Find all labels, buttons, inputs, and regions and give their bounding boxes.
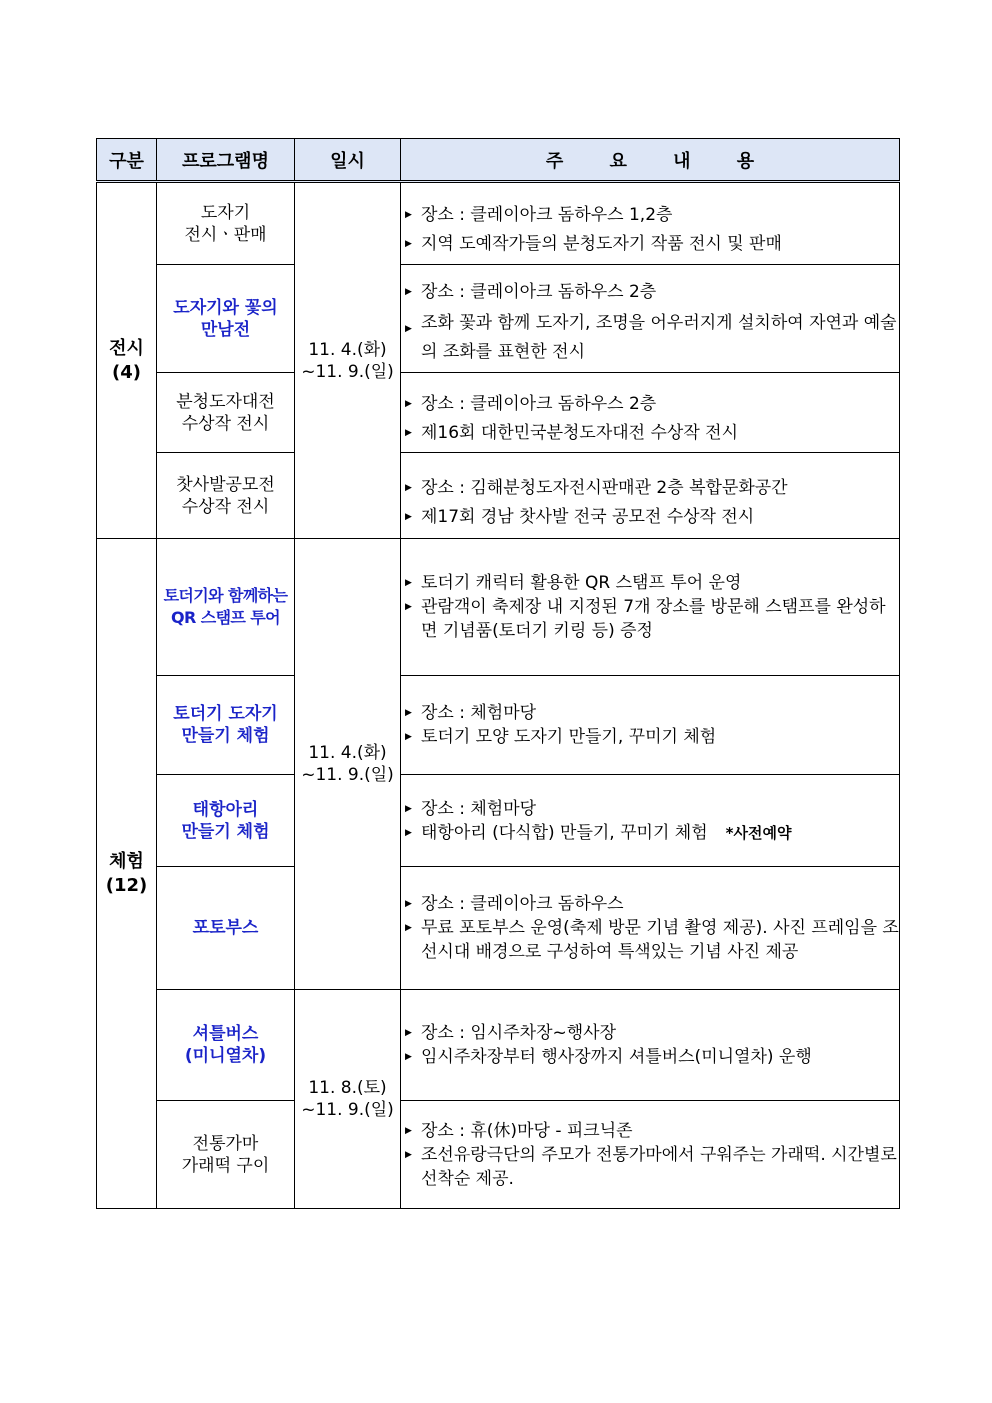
content-bullet: ▶ 제17회 경남 찻사발 전국 공모전 수상작 전시 (405, 507, 755, 527)
triangle-right-icon: ▶ (405, 239, 412, 249)
date-range: 11. 8.(토) ~11. 9.(일) (295, 990, 401, 1209)
triangle-right-icon: ▶ (405, 827, 412, 838)
content-bullet: ▶ 장소 : 체험마당 (405, 703, 537, 723)
triangle-right-icon: ▶ (405, 1028, 412, 1038)
table-row (97, 373, 900, 453)
category-experience: 체험 (12) (97, 539, 157, 1209)
triangle-right-icon: ▶ (405, 512, 412, 522)
table-row (97, 182, 900, 265)
content-bullet: ▶ 장소 : 클레이아크 돔하우스 2층 (405, 393, 657, 414)
triangle-right-icon: ▶ (405, 1125, 412, 1136)
content-bullet: ▶ 태항아리 (다식합) 만들기, 꾸미기 체험 *사전예약 (405, 822, 792, 843)
table-row (97, 1101, 900, 1209)
program-name: 토더기 도자기 만들기 체험 (157, 676, 295, 775)
triangle-right-icon: ▶ (405, 578, 412, 588)
content-bullet: ▶ 장소 : 휴(休)마당 - 피크닉존 (405, 1120, 633, 1141)
header-date: 일시 (295, 139, 401, 182)
program-name: 분청도자대전 수상작 전시 (157, 373, 295, 453)
program-content (401, 775, 900, 867)
table-row (97, 775, 900, 867)
program-content (401, 182, 900, 265)
program-name: 셔틀버스 (미니열차) (157, 990, 295, 1101)
header-content: 주 요 내 용 (401, 139, 900, 182)
program-content (401, 265, 900, 373)
triangle-right-icon: ▶ (405, 1052, 412, 1062)
program-name: 전통가마 가래떡 구이 (157, 1101, 295, 1209)
triangle-right-icon: ▶ (405, 483, 412, 493)
content-bullet: ▶ 장소 : 김해분청도자전시판매관 2층 복합문화공간 (405, 478, 788, 498)
triangle-right-icon: ▶ (405, 732, 412, 742)
content-bullet: ▶ 관람객이 축제장 내 지정된 7개 장소를 방문해 스탬프를 완성하면 기념품(토더기 키링 등) 증정 (405, 597, 886, 641)
content-bullet: ▶ 제16회 대한민국분청도자대전 수상작 전시 (405, 422, 739, 443)
content-bullet: ▶ 장소 : 클레이아크 돔하우스 2층 (405, 282, 657, 302)
program-name: 도자기와 꽃의 만남전 (157, 265, 295, 373)
program-name: 찻사발공모전 수상작 전시 (157, 453, 295, 539)
triangle-right-icon: ▶ (405, 708, 412, 718)
triangle-right-icon: ▶ (405, 602, 412, 612)
program-name: 태항아리 만들기 체험 (157, 775, 295, 867)
table-header-row (97, 139, 900, 182)
date-range: 11. 4.(화) ~11. 9.(일) (295, 182, 401, 539)
program-content (401, 453, 900, 539)
table-row (97, 539, 900, 676)
content-bullet: ▶ 장소 : 클레이아크 돔하우스 1,2층 (405, 205, 673, 225)
category-exhibit: 전시 (4) (97, 182, 157, 539)
content-bullet: ▶ 장소 : 체험마당 (405, 798, 537, 819)
program-content (401, 867, 900, 990)
table-row (97, 990, 900, 1101)
table-row (97, 265, 900, 373)
content-bullet: ▶ 토더기 캐릭터 활용한 QR 스탬프 투어 운영 (405, 573, 742, 593)
triangle-right-icon: ▶ (405, 899, 412, 909)
program-name: 도자기 전시ㆍ판매 (157, 182, 295, 265)
program-name: 토더기와 함께하는 QR 스탬프 투어 (157, 539, 295, 676)
content-bullet: ▶ 조화 꽃과 함께 도자기, 조명을 어우러지게 설치하여 자연과 예술의 조화를 표현한 전시 (405, 313, 897, 362)
content-bullet: ▶ 토더기 모양 도자기 만들기, 꾸미기 체험 (405, 727, 717, 747)
content-bullet: ▶ 조선유랑극단의 주모가 전통가마에서 구워주는 가래떡. 시간별로 선착순 제공. (405, 1144, 897, 1189)
program-content (401, 676, 900, 775)
table-row (97, 453, 900, 539)
program-name: 포토부스 (157, 867, 295, 990)
triangle-right-icon: ▶ (405, 923, 412, 933)
header-category: 구분 (97, 139, 157, 182)
triangle-right-icon: ▶ (405, 287, 412, 297)
date-range: 11. 4.(화) ~11. 9.(일) (295, 539, 401, 990)
content-bullet: ▶ 무료 포토부스 운영(축제 방문 기념 촬영 제공). 사진 프레임을 조선시대 배경으로 구성하여 특색있는 기념 사진 제공 (405, 918, 899, 962)
table-row (97, 867, 900, 990)
header-program: 프로그램명 (157, 139, 295, 182)
triangle-right-icon: ▶ (405, 324, 412, 334)
triangle-right-icon: ▶ (405, 210, 412, 220)
content-bullet: ▶ 임시주차장부터 행사장까지 셔틀버스(미니열차) 운행 (405, 1047, 812, 1067)
reservation-note: *사전예약 (725, 823, 792, 842)
program-content (401, 990, 900, 1101)
triangle-right-icon: ▶ (405, 427, 412, 438)
program-content (401, 1101, 900, 1209)
program-content (401, 539, 900, 676)
triangle-right-icon: ▶ (405, 1149, 412, 1160)
triangle-right-icon: ▶ (405, 803, 412, 814)
content-bullet: ▶ 장소 : 임시주차장~행사장 (405, 1023, 616, 1043)
program-table (96, 138, 900, 1209)
table-row (97, 676, 900, 775)
content-bullet: ▶ 장소 : 클레이아크 돔하우스 (405, 894, 624, 914)
content-bullet: ▶ 지역 도예작가들의 분청도자기 작품 전시 및 판매 (405, 234, 782, 254)
program-content (401, 373, 900, 453)
triangle-right-icon: ▶ (405, 398, 412, 409)
